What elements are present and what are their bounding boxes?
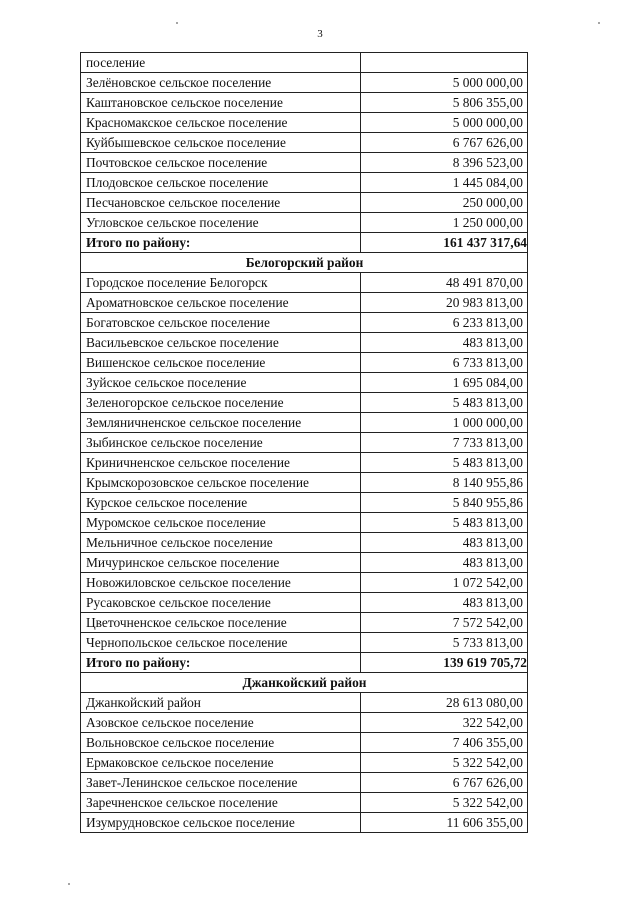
settlement-name: поселение <box>81 53 361 73</box>
settlement-name: Азовское сельское поселение <box>81 713 361 733</box>
settlement-amount: 483 813,00 <box>361 553 528 573</box>
settlement-name: Зелёновское сельское поселение <box>81 73 361 93</box>
settlement-amount: 28 613 080,00 <box>361 693 528 713</box>
table-row <box>81 273 528 293</box>
settlement-name: Джанкойский район <box>81 693 361 713</box>
settlement-name: Городское поселение Белогорск <box>81 273 361 293</box>
settlement-name: Богатовское сельское поселение <box>81 313 361 333</box>
table-row <box>81 553 528 573</box>
table-row <box>81 173 528 193</box>
total-label: Итого по району: <box>81 233 361 253</box>
settlement-name: Изумрудновское сельское поселение <box>81 813 361 833</box>
table-row <box>81 113 528 133</box>
table-row <box>81 693 528 713</box>
settlement-amount: 5 483 813,00 <box>361 453 528 473</box>
table-row <box>81 213 528 233</box>
settlement-amount: 7 733 813,00 <box>361 433 528 453</box>
table-row <box>81 733 528 753</box>
settlement-name: Песчановское сельское поселение <box>81 193 361 213</box>
page-number: 3 <box>317 28 323 40</box>
settlement-name: Плодовское сельское поселение <box>81 173 361 193</box>
table-row <box>81 153 528 173</box>
settlement-amount: 1 000 000,00 <box>361 413 528 433</box>
table-row <box>81 53 528 73</box>
table-row <box>81 633 528 653</box>
settlement-amount: 5 322 542,00 <box>361 753 528 773</box>
settlement-name: Красномакское сельское поселение <box>81 113 361 133</box>
table-row <box>81 773 528 793</box>
settlement-name: Зыбинское сельское поселение <box>81 433 361 453</box>
settlement-amount: 8 396 523,00 <box>361 153 528 173</box>
settlement-amount: 48 491 870,00 <box>361 273 528 293</box>
settlement-name: Крымскорозовское сельское поселение <box>81 473 361 493</box>
table-row <box>81 413 528 433</box>
settlement-amount: 6 233 813,00 <box>361 313 528 333</box>
district-total-row <box>81 233 528 253</box>
settlement-name: Каштановское сельское поселение <box>81 93 361 113</box>
settlement-name: Вишенское сельское поселение <box>81 353 361 373</box>
table-row <box>81 713 528 733</box>
scan-speck <box>598 22 600 24</box>
settlement-amount: 5 483 813,00 <box>361 513 528 533</box>
settlement-name: Почтовское сельское поселение <box>81 153 361 173</box>
total-label: Итого по району: <box>81 653 361 673</box>
table-row <box>81 753 528 773</box>
district-name: Джанкойский район <box>81 673 528 693</box>
settlement-amount <box>361 53 528 73</box>
settlement-name: Криничненское сельское поселение <box>81 453 361 473</box>
settlement-name: Заречненское сельское поселение <box>81 793 361 813</box>
settlement-amount: 5 840 955,86 <box>361 493 528 513</box>
settlement-name: Ароматновское сельское поселение <box>81 293 361 313</box>
settlement-name: Васильевское сельское поселение <box>81 333 361 353</box>
settlement-name: Русаковское сельское поселение <box>81 593 361 613</box>
table-row <box>81 793 528 813</box>
table-row <box>81 593 528 613</box>
table-row <box>81 473 528 493</box>
total-amount: 139 619 705,72 <box>361 653 528 673</box>
table-row <box>81 73 528 93</box>
settlement-amount: 5 000 000,00 <box>361 73 528 93</box>
settlement-name: Вольновское сельское поселение <box>81 733 361 753</box>
settlement-name: Завет-Ленинское сельское поселение <box>81 773 361 793</box>
settlement-name: Угловское сельское поселение <box>81 213 361 233</box>
table-row <box>81 293 528 313</box>
settlement-amount: 250 000,00 <box>361 193 528 213</box>
settlement-amount: 6 733 813,00 <box>361 353 528 373</box>
table-row <box>81 813 528 833</box>
settlement-amount: 8 140 955,86 <box>361 473 528 493</box>
settlement-amount: 1 445 084,00 <box>361 173 528 193</box>
settlement-amount: 5 322 542,00 <box>361 793 528 813</box>
table-row <box>81 613 528 633</box>
table-row <box>81 573 528 593</box>
settlement-name: Мельничное сельское поселение <box>81 533 361 553</box>
table-row <box>81 93 528 113</box>
settlement-amount: 1 250 000,00 <box>361 213 528 233</box>
district-header-row <box>81 253 528 273</box>
settlement-amount: 322 542,00 <box>361 713 528 733</box>
table-row <box>81 193 528 213</box>
settlement-amount: 5 000 000,00 <box>361 113 528 133</box>
settlement-name: Зуйское сельское поселение <box>81 373 361 393</box>
table-row <box>81 353 528 373</box>
scan-speck <box>68 883 70 885</box>
total-amount: 161 437 317,64 <box>361 233 528 253</box>
settlement-name: Ермаковское сельское поселение <box>81 753 361 773</box>
settlement-name: Курское сельское поселение <box>81 493 361 513</box>
settlement-name: Муромское сельское поселение <box>81 513 361 533</box>
settlement-amount: 5 806 355,00 <box>361 93 528 113</box>
settlement-name: Земляничненское сельское поселение <box>81 413 361 433</box>
settlement-name: Мичуринское сельское поселение <box>81 553 361 573</box>
settlement-amount: 11 606 355,00 <box>361 813 528 833</box>
table-row <box>81 313 528 333</box>
table-row <box>81 373 528 393</box>
settlement-amount: 7 572 542,00 <box>361 613 528 633</box>
settlement-amount: 1 695 084,00 <box>361 373 528 393</box>
settlement-name: Цветочненское сельское поселение <box>81 613 361 633</box>
scan-speck <box>176 22 178 24</box>
settlement-amount: 5 483 813,00 <box>361 393 528 413</box>
table-row <box>81 513 528 533</box>
settlement-amount: 483 813,00 <box>361 333 528 353</box>
table-row <box>81 533 528 553</box>
district-header-row <box>81 673 528 693</box>
table-row <box>81 493 528 513</box>
budget-table-body <box>81 53 528 833</box>
settlement-name: Чернопольское сельское поселение <box>81 633 361 653</box>
settlement-amount: 1 072 542,00 <box>361 573 528 593</box>
settlement-amount: 7 406 355,00 <box>361 733 528 753</box>
table-row <box>81 393 528 413</box>
district-name: Белогорский район <box>81 253 528 273</box>
settlement-amount: 20 983 813,00 <box>361 293 528 313</box>
settlement-amount: 6 767 626,00 <box>361 773 528 793</box>
settlement-name: Новожиловское сельское поселение <box>81 573 361 593</box>
table-row <box>81 433 528 453</box>
settlement-name: Зеленогорское сельское поселение <box>81 393 361 413</box>
settlement-amount: 483 813,00 <box>361 533 528 553</box>
table-row <box>81 333 528 353</box>
settlement-amount: 5 733 813,00 <box>361 633 528 653</box>
table-row <box>81 453 528 473</box>
settlement-amount: 6 767 626,00 <box>361 133 528 153</box>
table-row <box>81 133 528 153</box>
budget-table <box>80 52 528 833</box>
district-total-row <box>81 653 528 673</box>
settlement-name: Куйбышевское сельское поселение <box>81 133 361 153</box>
settlement-amount: 483 813,00 <box>361 593 528 613</box>
